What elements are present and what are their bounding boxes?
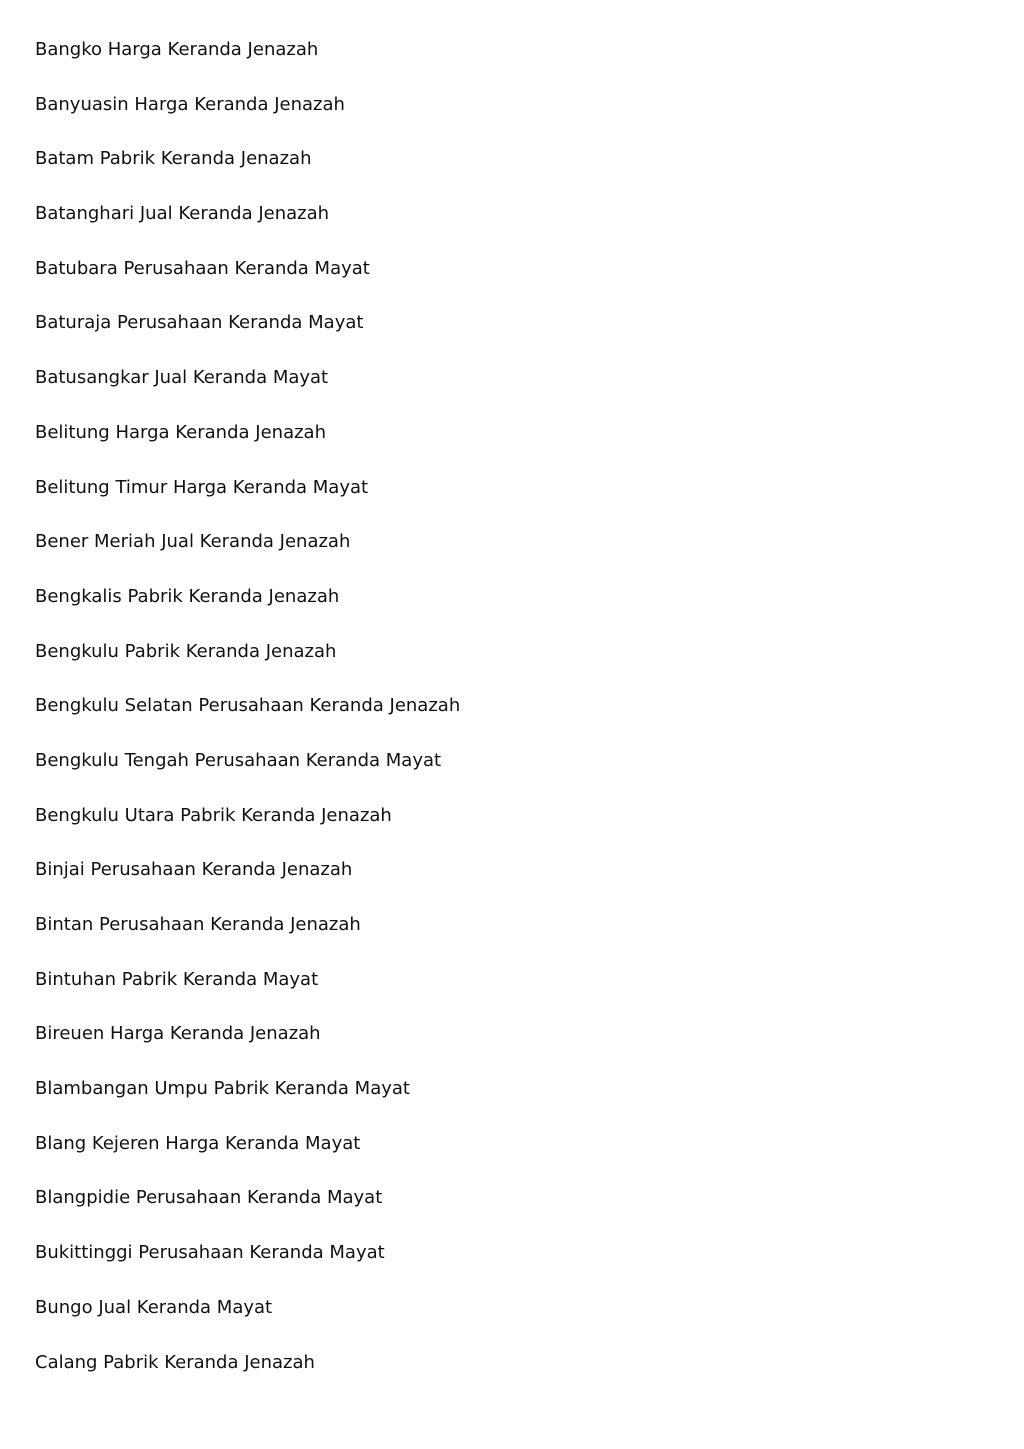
- list-item: Calang Pabrik Keranda Jenazah: [35, 1351, 315, 1373]
- list-item: Batusangkar Jual Keranda Mayat: [35, 367, 329, 389]
- list-item: Blangpidie Perusahaan Keranda Mayat: [35, 1187, 383, 1209]
- list-item: Batam Pabrik Keranda Jenazah: [35, 148, 312, 170]
- list-item: Belitung Timur Harga Keranda Mayat: [35, 476, 369, 498]
- list-item: Blang Kejeren Harga Keranda Mayat: [35, 1132, 361, 1154]
- list-item: Batubara Perusahaan Keranda Mayat: [35, 257, 370, 279]
- location-list: [35, 36, 460, 1403]
- list-item: Batanghari Jual Keranda Jenazah: [35, 203, 330, 225]
- list-item: Belitung Harga Keranda Jenazah: [35, 421, 326, 443]
- list-item: Bintan Perusahaan Keranda Jenazah: [35, 914, 361, 935]
- list-item: Bungo Jual Keranda Mayat: [35, 1296, 273, 1318]
- list-item: Blambangan Umpu Pabrik Keranda Mayat: [35, 1078, 410, 1100]
- list-item: Baturaja Perusahaan Keranda Mayat: [35, 312, 364, 334]
- list-item: Bengkulu Selatan Perusahaan Keranda Jenazah: [35, 695, 461, 717]
- list-item: Bukittinggi Perusahaan Keranda Mayat: [35, 1242, 385, 1264]
- list-item: Bengkulu Tengah Perusahaan Keranda Mayat: [35, 749, 442, 771]
- list-item: Bangko Harga Keranda Jenazah: [35, 39, 319, 60]
- list-item: Bengkulu Utara Pabrik Keranda Jenazah: [35, 804, 392, 826]
- list-item: Bireuen Harga Keranda Jenazah: [35, 1023, 321, 1045]
- list-item: Bener Meriah Jual Keranda Jenazah: [35, 531, 351, 553]
- list-item: Bintuhan Pabrik Keranda Mayat: [35, 968, 319, 990]
- list-item: Bengkalis Pabrik Keranda Jenazah: [35, 585, 340, 607]
- list-item: Banyuasin Harga Keranda Jenazah: [35, 93, 345, 115]
- list-item: Bengkulu Pabrik Keranda Jenazah: [35, 640, 337, 662]
- list-item: Binjai Perusahaan Keranda Jenazah: [35, 859, 353, 881]
